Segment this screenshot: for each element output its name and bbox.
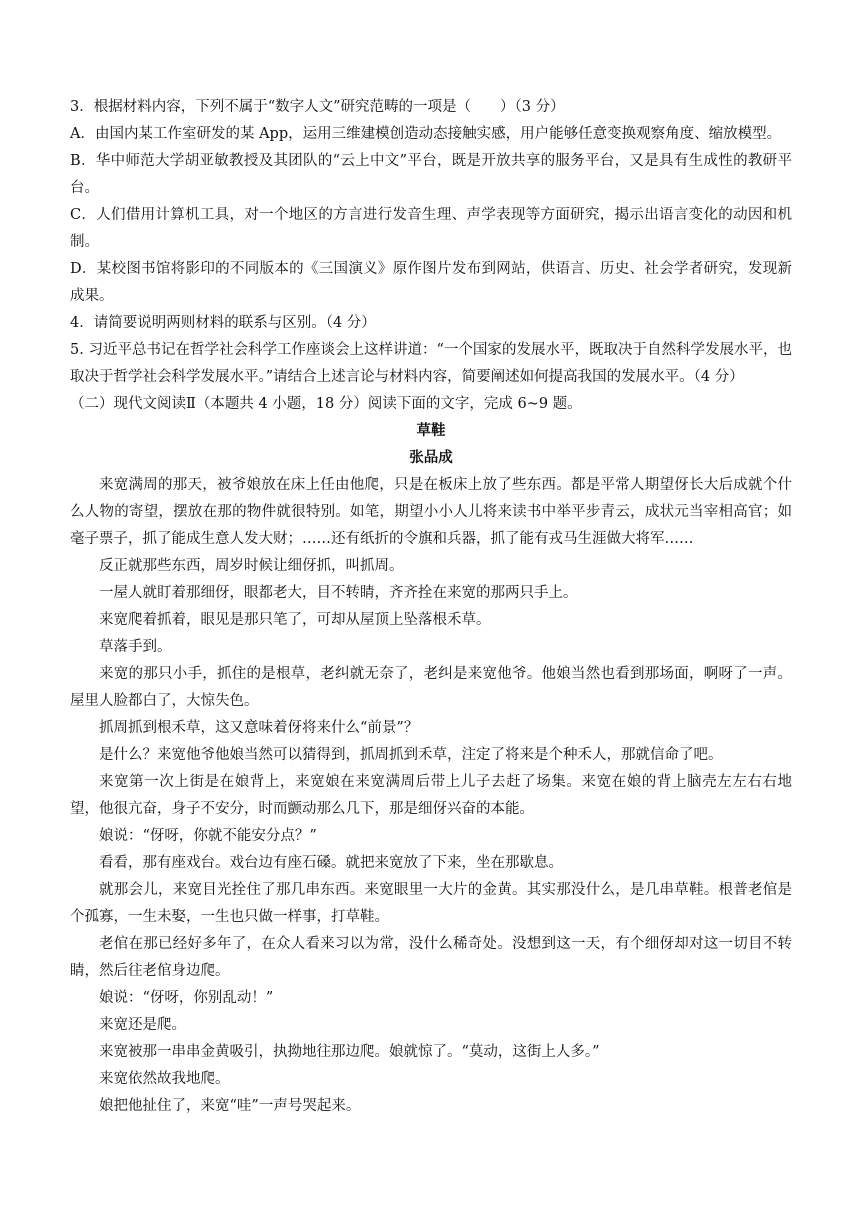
story-paragraph: 来宽被那一串串金黄吸引，执拗地往那边爬。娘就惊了。“莫动，这街上人多。”	[99, 1044, 600, 1060]
story-paragraph: 来宽还是爬。	[99, 1017, 186, 1033]
story-paragraph: 来宽依然故我地爬。	[99, 1071, 230, 1087]
story-paragraph: 来宽第一次上街是在娘背上，来宽娘在来宽满周后带上儿子去赶了场集。来宽在娘的背上脑壳左左右右地望，他很亢奋，身子不安分，时而颤动那么几下，那是细伢兴奋的本能。	[70, 774, 792, 817]
story-paragraph: 老倌在那已经好多年了，在众人看来习以为常，没什么稀奇处。没想到这一天，有个细伢却对这一切目不转睛，然后往老倌身边爬。	[70, 936, 792, 979]
story-body	[70, 472, 792, 1120]
section-2-heading: （二）现代文阅读Ⅱ（本题共 4 小题，18 分）阅读下面的文字，完成 6~9 题。	[70, 396, 582, 412]
question-5: 5. 习近平总书记在哲学社会科学工作座谈会上这样讲道：“一个国家的发展水平，既取决于自然科学发展水平，也取决于哲学社会科学发展水平。”请结合上述言论与材料内容，简要阐述如何提高我国的发展水平。（4 分）	[70, 342, 792, 385]
story-paragraph: 就那会儿，来宽目光拴住了那几串东西。来宽眼里一大片的金黄。其实那没什么，是几串草鞋。根普老倌是个孤寡，一生未娶，一生也只做一样事，打草鞋。	[70, 882, 792, 925]
story-paragraph: 娘把他扯住了，来宽“哇”一声号哭起来。	[99, 1098, 361, 1114]
question-3-option-b: B．华中师范大学胡亚敏教授及其团队的“云上中文”平台，既是开放共享的服务平台，又是具有生成性的教研平台。	[70, 153, 792, 196]
question-3-option-a: A．由国内某工作室研发的某 App，运用三维建模创造动态接触实感，用户能够任意变换观察角度、缩放模型。	[70, 126, 782, 142]
question-3-stem: 3．根据材料内容，下列不属于“数字人文”研究范畴的一项是（ ）（3 分）	[70, 99, 565, 115]
story-paragraph: 娘说：“伢呀，你就不能安分点？”	[99, 828, 317, 844]
story-paragraph: 来宽满周的那天，被爷娘放在床上任由他爬，只是在板床上放了些东西。都是平常人期望伢长大后成就个什么人物的寄望，摆放在那的物件就很特别。如笔，期望小小人儿将来读书中举平步青云，成状元当宰相高官；如毫子票子，抓了能成生意人发大财；……还有纸折的令旗和兵器，抓了能有戎马生涯做大将军……	[70, 477, 792, 547]
story-paragraph: 娘说：“伢呀，你别乱动！”	[99, 990, 274, 1006]
question-3-option-c: C．人们借用计算机工具，对一个地区的方言进行发音生理、声学表现等方面研究，揭示出语言变化的动因和机制。	[70, 207, 792, 250]
story-title: 草鞋	[416, 423, 446, 439]
story-paragraph: 草落手到。	[99, 639, 172, 655]
story-paragraph: 反正就那些东西，周岁时候让细伢抓，叫抓周。	[99, 558, 404, 574]
document-page	[70, 94, 792, 1120]
story-author: 张品成	[409, 450, 453, 466]
story-paragraph: 抓周抓到根禾草，这又意味着伢将来什么“前景”？	[99, 720, 419, 736]
question-3-option-d: D．某校图书馆将影印的不同版本的《三国演义》原作图片发布到网站，供语言、历史、社会学者研究，发现新成果。	[70, 261, 792, 304]
story-paragraph: 一屋人就盯着那细伢，眼都老大，目不转睛，齐齐拴在来宽的那两只手上。	[99, 585, 578, 601]
story-paragraph: 来宽的那只小手，抓住的是根草，老纠就无奈了，老纠是来宽他爷。他娘当然也看到那场面，啊呀了一声。屋里人脸都白了，大惊失色。	[70, 666, 792, 709]
question-4: 4．请简要说明两则材料的联系与区别。（4 分）	[70, 315, 376, 331]
story-paragraph: 来宽爬着抓着，眼见是那只笔了，可却从屋顶上坠落根禾草。	[99, 612, 491, 628]
story-paragraph: 是什么？来宽他爷他娘当然可以猜得到，抓周抓到禾草，注定了将来是个种禾人，那就信命了吧。	[99, 747, 723, 763]
story-paragraph: 看看，那有座戏台。戏台边有座石磉。就把来宽放了下来，坐在那歇息。	[99, 855, 563, 871]
